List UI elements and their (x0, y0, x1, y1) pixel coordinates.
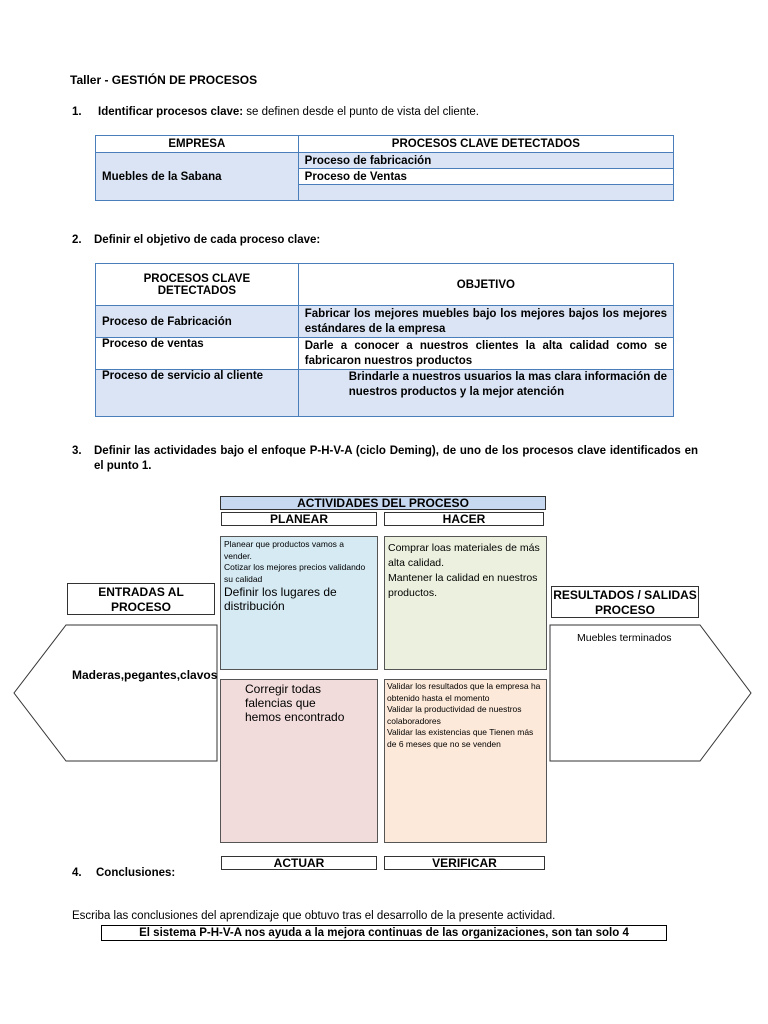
table1-process-cell: Proceso de fabricación (298, 153, 673, 169)
section-1-heading (72, 106, 479, 118)
planear-item: Planear que productos vamos a vender. (224, 539, 345, 561)
page-title: Taller - GESTIÓN DE PROCESOS (70, 73, 258, 87)
table2-header-procesos: PROCESOS CLAVE DETECTADOS (96, 264, 299, 306)
table1-process-cell (298, 185, 673, 201)
table2-process-cell: Proceso de servicio al cliente (96, 370, 299, 417)
table2-objective-cell: Brindarle a nuestros usuarios la mas clara información de nuestros productos y la mejor atención (298, 370, 673, 417)
entradas-text: Maderas,pegantes,clavos (72, 668, 218, 682)
section-4-heading (72, 867, 175, 879)
table2-objective-cell: Darle a conocer a nuestros clientes la alta calidad como se fabricaron nuestros productos (298, 338, 673, 370)
section-1-text: se definen desde el punto de vista del cliente. (243, 106, 480, 118)
resultados-label: RESULTADOS / SALIDAS PROCESO (551, 586, 699, 618)
section-2-number: 2. (72, 234, 82, 246)
actuar-text: Corregir todas falencias que hemos encontrado (245, 682, 345, 724)
section-1-number: 1. (72, 106, 82, 118)
table2-process-cell: Proceso de ventas (96, 338, 299, 370)
resultados-text: Muebles terminados (577, 632, 672, 644)
section-3-number: 3. (72, 445, 82, 457)
hacer-label: HACER (384, 512, 544, 526)
table1-empresa-cell: Muebles de la Sabana (96, 153, 299, 201)
section-3-heading (72, 444, 698, 474)
verificar-label: VERIFICAR (384, 856, 545, 870)
planear-box (220, 536, 378, 670)
verificar-item: Validar los resultados que la empresa ha obtenido hasta el momento (387, 681, 541, 703)
section-4-title: Conclusiones: (96, 867, 176, 879)
objectives-table (95, 263, 674, 417)
activities-header: ACTIVIDADES DEL PROCESO (220, 496, 546, 510)
conclusion-answer: El sistema P-H-V-A nos ayuda a la mejora continuas de las organizaciones, son tan solo 4 (101, 925, 667, 941)
section-2-title: Definir el objetivo de cada proceso clave: (94, 234, 321, 246)
entradas-arrow (12, 624, 220, 764)
hacer-item: Comprar loas materiales de más alta calidad. (388, 542, 540, 569)
actuar-label: ACTUAR (221, 856, 377, 870)
planear-item: Cotizar los mejores precios validando su calidad (224, 562, 366, 584)
actuar-box (220, 679, 378, 843)
table1-process-cell: Proceso de Ventas (298, 169, 673, 185)
resultados-arrow (549, 624, 754, 764)
entradas-label: ENTRADAS AL PROCESO (67, 583, 215, 615)
section-2-heading (72, 234, 320, 246)
hacer-box (384, 536, 547, 670)
table1-header-empresa: EMPRESA (96, 136, 299, 153)
table2-header-objetivo: OBJETIVO (298, 264, 673, 306)
section-4-text: Escriba las conclusiones del aprendizaje que obtuvo tras el desarrollo de la presente actividad. (72, 910, 556, 922)
key-processes-table (95, 135, 674, 201)
planear-label: PLANEAR (221, 512, 377, 526)
section-3-title: Definir las actividades bajo el enfoque P-H-V-A (ciclo Deming), de uno de los procesos clave identificados en el punto 1. (94, 445, 698, 472)
section-4-number: 4. (72, 867, 82, 879)
verificar-item: Validar las existencias que Tienen más de 6 meses que no se venden (387, 727, 534, 749)
planear-item: Definir los lugares de distribución (224, 585, 337, 613)
hacer-item: Mantener la calidad en nuestros productos. (388, 572, 538, 599)
table2-process-cell: Proceso de Fabricación (96, 306, 299, 338)
verificar-item: Validar la productividad de nuestros colaboradores (387, 704, 522, 726)
verificar-box (384, 679, 547, 843)
table1-header-procesos: PROCESOS CLAVE DETECTADOS (298, 136, 673, 153)
section-1-title: Identificar procesos clave: (98, 106, 244, 118)
table2-objective-cell: Fabricar los mejores muebles bajo los mejores bajos los mejores estándares de la empresa (298, 306, 673, 338)
